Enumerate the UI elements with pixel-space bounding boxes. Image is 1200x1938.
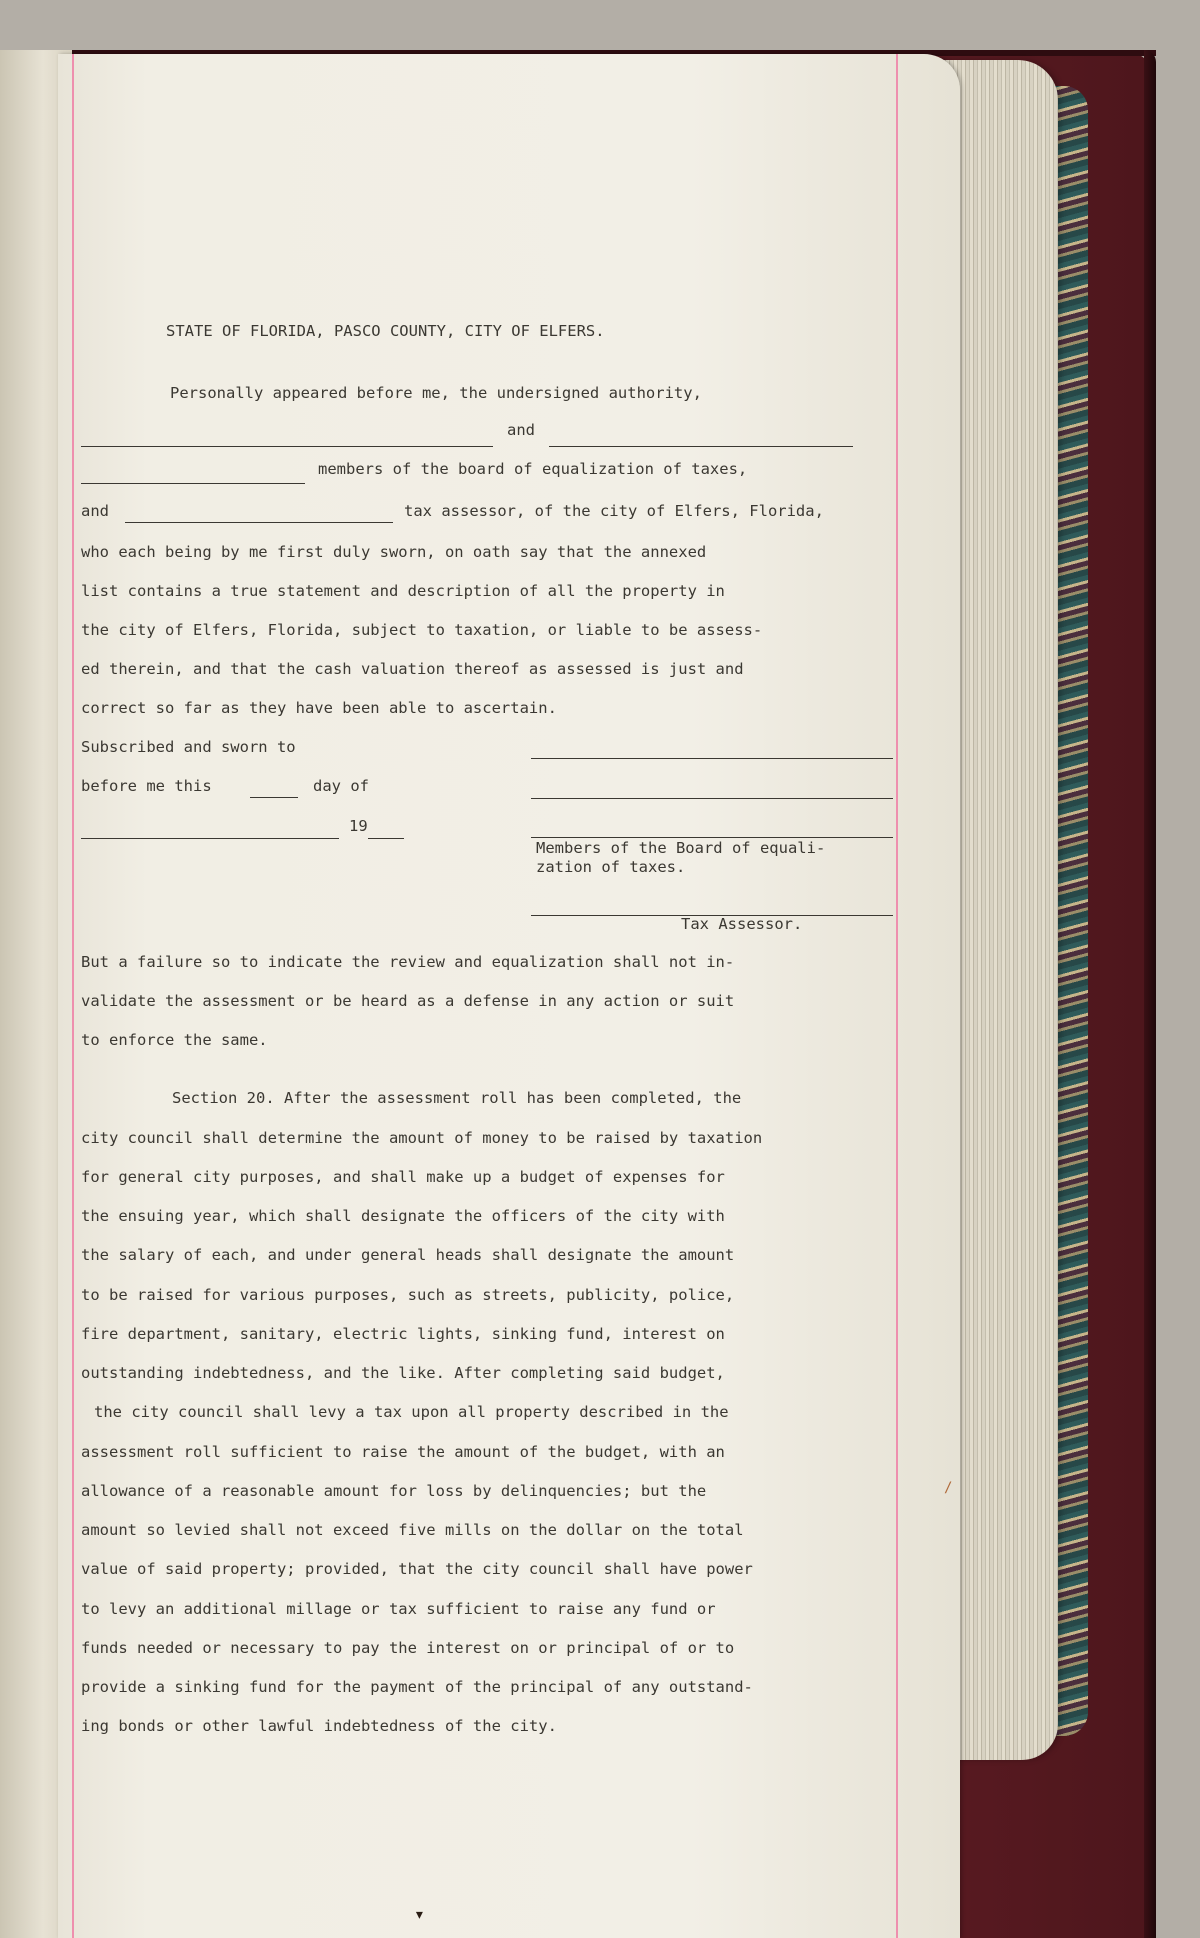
- right-margin-line: [896, 54, 898, 1938]
- blank-signature-1: [531, 758, 893, 759]
- affidavit-line-1: Personally appeared before me, the undersigned authority,: [170, 384, 702, 402]
- binding-mark-icon: ▾: [414, 1904, 425, 1925]
- jurat-day-of: day of: [313, 777, 369, 795]
- section20-line-5: the salary of each, and under general heads shall designate the amount: [81, 1246, 735, 1264]
- section20-line-14: to levy an additional millage or tax sufficient to raise any fund or: [81, 1600, 716, 1618]
- affidavit-line-6: list contains a true statement and description of all the property in: [81, 582, 725, 600]
- blank-member-2: [549, 446, 853, 447]
- section20-line-4: the ensuing year, which shall designate the officers of the city with: [81, 1207, 725, 1225]
- affidavit-and-1: and: [507, 421, 535, 439]
- margin-mark-icon: /: [944, 1480, 953, 1496]
- blank-member-1: [81, 446, 493, 447]
- section20-line-1: Section 20. After the assessment roll has been completed, the: [172, 1089, 742, 1107]
- blank-month: [81, 838, 339, 839]
- continuation-line-3: to enforce the same.: [81, 1031, 268, 1049]
- section20-line-15: funds needed or necessary to pay the interest on or principal of or to: [81, 1639, 735, 1657]
- left-margin-line: [72, 54, 74, 1938]
- section20-line-3: for general city purposes, and shall make up a budget of expenses for: [81, 1168, 725, 1186]
- section20-line-17: ing bonds or other lawful indebtedness of the city.: [81, 1717, 557, 1735]
- cover-edge: [1144, 50, 1156, 1938]
- document-heading: STATE OF FLORIDA, PASCO COUNTY, CITY OF ELFERS.: [166, 322, 605, 340]
- continuation-line-1: But a failure so to indicate the review and equalization shall not in-: [81, 953, 735, 971]
- section20-line-6: to be raised for various purposes, such as streets, publicity, police,: [81, 1286, 735, 1304]
- section20-line-10: assessment roll sufficient to raise the amount of the budget, with an: [81, 1443, 725, 1461]
- section20-line-12: amount so levied shall not exceed five mills on the dollar on the total: [81, 1521, 744, 1539]
- section20-line-8: outstanding indebtedness, and the like. After completing said budget,: [81, 1364, 725, 1382]
- continuation-line-2: validate the assessment or be heard as a defense in any action or suit: [81, 992, 735, 1010]
- affidavit-line-7: the city of Elfers, Florida, subject to taxation, or liable to be assess-: [81, 621, 763, 639]
- affidavit-line-9: correct so far as they have been able to ascertain.: [81, 699, 557, 717]
- blank-signature-3: [531, 837, 893, 838]
- affidavit-line-3: members of the board of equalization of taxes,: [318, 460, 748, 478]
- blank-day: [250, 797, 298, 798]
- section20-line-9: the city council shall levy a tax upon all property described in the: [94, 1403, 729, 1421]
- section20-line-11: allowance of a reasonable amount for loss by delinquencies; but the: [81, 1482, 707, 1500]
- jurat-subscribed: Subscribed and sworn to: [81, 738, 296, 756]
- jurat-before-me: before me this: [81, 777, 212, 795]
- jurat-members-line-2: zation of taxes.: [536, 858, 686, 876]
- jurat-members-line-1: Members of the Board of equali-: [536, 839, 826, 857]
- section20-line-2: city council shall determine the amount of money to be raised by taxation: [81, 1129, 763, 1147]
- affidavit-line-8: ed therein, and that the cash valuation thereof as assessed is just and: [81, 660, 744, 678]
- blank-signature-2: [531, 798, 893, 799]
- section20-line-16: provide a sinking fund for the payment of the principal of any outstand-: [81, 1678, 753, 1696]
- affidavit-line-5: who each being by me first duly sworn, on oath say that the annexed: [81, 543, 707, 561]
- section20-line-13: value of said property; provided, that the city council shall have power: [81, 1560, 753, 1578]
- section20-line-7: fire department, sanitary, electric lights, sinking fund, interest on: [81, 1325, 725, 1343]
- blank-member-3: [81, 483, 305, 484]
- blank-tax-assessor: [125, 522, 393, 523]
- affidavit-line-4: tax assessor, of the city of Elfers, Florida,: [404, 502, 824, 520]
- jurat-tax-assessor: Tax Assessor.: [681, 915, 803, 933]
- blank-year: [368, 838, 404, 839]
- affidavit-and-2: and: [81, 502, 109, 520]
- jurat-year-prefix: 19: [349, 817, 368, 835]
